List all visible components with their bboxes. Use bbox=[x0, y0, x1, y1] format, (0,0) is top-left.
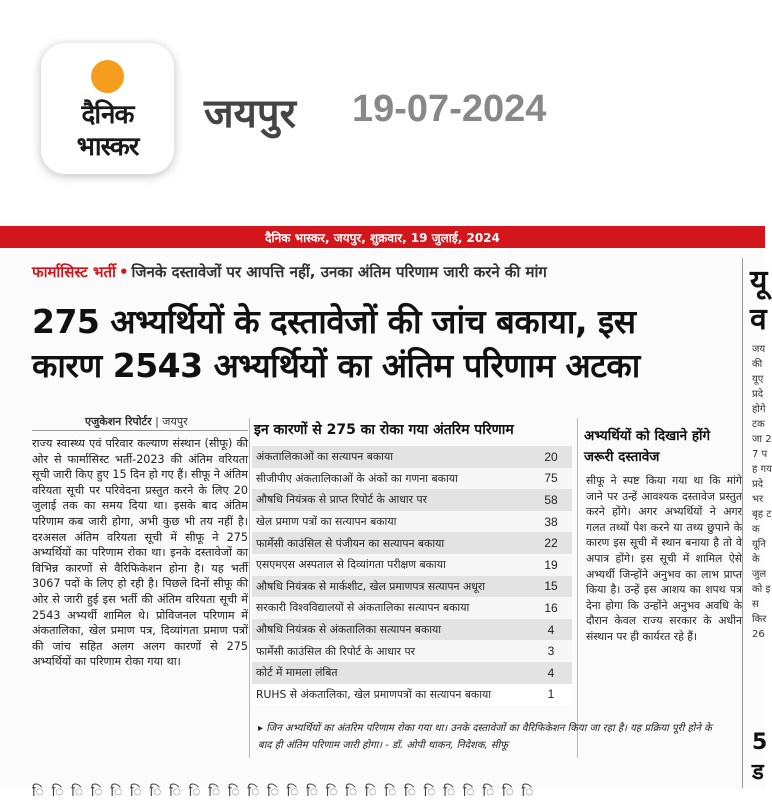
kicker-line bbox=[32, 262, 547, 282]
table-row bbox=[252, 446, 572, 468]
column-divider bbox=[249, 418, 250, 758]
table-row bbox=[252, 532, 572, 554]
table-row bbox=[252, 554, 572, 576]
masthead-bar bbox=[0, 226, 765, 248]
table-row bbox=[252, 468, 572, 490]
edge-last-fragment: ड bbox=[752, 760, 764, 785]
headline-line-2: कारण 2543 अभ्यर्थियों का अंतिम परिणाम अटका bbox=[32, 346, 640, 385]
row-reason: फार्मेसी काउंसिल की रिपोर्ट के आधार पर bbox=[256, 644, 416, 658]
cut-off-line: ि ि ि ि ि ि ि ि ि ि ि ि ि ि ि ि ि ि ि ि ि ि ि ि ि ि bbox=[32, 784, 538, 800]
reasons-table bbox=[252, 446, 572, 705]
table-row bbox=[252, 662, 572, 684]
logo-text-line1: दैनिक bbox=[81, 100, 134, 130]
row-reason: औषधि नियंत्रक से अंकतालिका सत्यापन बकाया bbox=[256, 623, 442, 637]
dainik-bhaskar-logo[interactable] bbox=[41, 43, 174, 174]
row-count: 19 bbox=[544, 557, 558, 572]
byline-divider bbox=[32, 430, 248, 431]
row-count: 3 bbox=[547, 644, 555, 659]
row-reason: एसएमएस अस्पताल से दिव्यांगता परीक्षण बकाया bbox=[256, 558, 446, 572]
official-quote: ▸ जिन अभ्यर्थियों का अंतरिम परिणाम रोका गया था। उनके दस्तावेजों का वैरिफिकेशन किया जा रहा है। यह प्रक्रिया पूरी होने के बाद ही अंतिम परिणाम जारी होगा। - डॉ. ओपी थाकन, निदेशक, सीफू bbox=[258, 723, 712, 751]
row-reason: अंकतालिकाओं का सत्यापन बकाया bbox=[256, 450, 394, 464]
row-count: 75 bbox=[544, 471, 558, 486]
row-count: 20 bbox=[544, 449, 558, 464]
kicker-bullet: • bbox=[118, 263, 129, 281]
edge-number-fragment: 5 bbox=[752, 730, 768, 755]
kicker-text: जिनके दस्तावेजों पर आपत्ति नहीं, उनका अंतिम परिणाम जारी करने की मांग bbox=[131, 263, 547, 281]
sidebar-body: सीफू ने स्पष्ट किया गया था कि मांगे जाने पर उन्हें आवश्यक दस्तावेज प्रस्तुत करने होंगे। अगर अभ्यर्थियों ने अगर गलत तथ्यों पेश करने या तथ्य छुपाने के कारण इस सूची में स्थान बनाया है तो वे अपात्र होंगे। इस सूची में शामिल ऐसे अभ्यर्थी जिन्होंने अनुभव का लाभ प्राप्त किया है। उन्हें इस आशय का शपथ पत्र देना होगा कि उन्होंने अनुभव अवधि के दौरान केवल राज्य सरकार के अधीन संस्थान पर ही कार्यरत रहे हैं। bbox=[586, 474, 742, 643]
row-count: 15 bbox=[544, 579, 558, 594]
edition-city: जयपुर bbox=[204, 91, 296, 137]
byline bbox=[85, 414, 188, 429]
row-reason: कोर्ट में मामला लंबित bbox=[256, 666, 338, 680]
row-reason: फार्मेसी काउंसिल से पंजीयन का सत्यापन बकाया bbox=[256, 536, 445, 550]
row-count: 38 bbox=[544, 514, 558, 529]
row-reason: सीजीपीए अंकतालिकाओं के अंकों का गणना बकाया bbox=[256, 471, 458, 485]
row-count: 1 bbox=[547, 687, 555, 702]
table-row bbox=[252, 511, 572, 533]
table-row bbox=[252, 640, 572, 662]
byline-name: एजुकेशन रिपोर्टर bbox=[85, 415, 152, 428]
row-count: 4 bbox=[547, 622, 555, 637]
byline-place: | जयपुर bbox=[155, 415, 188, 428]
row-reason: खेल प्रमाण पत्रों का सत्यापन बकाया bbox=[256, 515, 397, 529]
column-divider bbox=[577, 418, 578, 758]
article-headline bbox=[32, 300, 742, 388]
table-row bbox=[252, 489, 572, 511]
row-reason: RUHS से अंकतालिका, खेल प्रमाणपत्रों का सत्यापन बकाया bbox=[256, 687, 492, 701]
edition-date: 19-07-2024 bbox=[352, 88, 547, 130]
kicker-tag: फार्मासिस्ट भर्ती bbox=[32, 263, 116, 281]
table-row bbox=[252, 684, 572, 706]
row-reason: सरकारी विश्वविद्यालयों से अंकतालिका सत्यापन बकाया bbox=[256, 601, 470, 615]
headline-line-1: 275 अभ्यर्थियों के दस्तावेजों की जांच बकाया, इस bbox=[32, 302, 636, 341]
table-row bbox=[252, 576, 572, 598]
table-title: इन कारणों से 275 का रोका गया अंतरिम परिणाम bbox=[254, 422, 514, 438]
row-reason: औषधि नियंत्रक से प्राप्त रिपोर्ट के आधार पर bbox=[256, 493, 428, 507]
row-count: 4 bbox=[547, 665, 555, 680]
edge-body-fragment: जय की यूए प्रदे होगे टक जा 27 पह गय प्रदे भर बृह टक यूनि के जुल को इस किर 26 bbox=[752, 344, 772, 640]
row-count: 58 bbox=[544, 492, 558, 507]
edge-headline-fragment-2: व bbox=[750, 302, 767, 337]
newspaper-clipping bbox=[0, 222, 772, 800]
table-row bbox=[252, 597, 572, 619]
sidebar-heading: अभ्यर्थियों को दिखाने होंगे जरूरी दस्तावेज bbox=[584, 428, 711, 465]
row-reason: औषधि नियंत्रक से मार्कशीट, खेल प्रमाणपत्र सत्यापन अधूरा bbox=[256, 579, 486, 593]
row-count: 16 bbox=[544, 600, 558, 615]
logo-text-line2: भास्कर bbox=[76, 132, 139, 162]
row-count: 22 bbox=[544, 536, 558, 551]
table-row bbox=[252, 619, 572, 641]
masthead-text: दैनिक भास्कर, जयपुर, शुक्रवार, 19 जुलाई, 2024 bbox=[265, 231, 500, 245]
edge-column-divider bbox=[742, 258, 743, 788]
edge-headline-fragment-1: यू bbox=[750, 264, 768, 299]
sun-icon bbox=[91, 60, 124, 93]
article-body: राज्य स्वास्थ्य एवं परिवार कल्याण संस्थान (सीफू) की ओर से फार्मासिस्ट भर्ती-2023 की अंतिम वरियता सूची जारी किए हुए 15 दिन हो गए हैं। सीफू ने अंतिम वरियता सूची पर परिवेदना प्रस्तुत करने के लिए 20 जुलाई तक का समय दिया था। इसके बाद अंतिम परिणाम कब जारी होगा, अभी कुछ भी तय नहीं है। दरअसल अंतिम वरियता सूची में सीफू ने 275 अभ्यर्थियों का परिणाम रोका था। इनके दस्तावेजों का विभिन्न कारणों से वैरिफिकेशन होना है। यह भर्ती 3067 पदों के लिए हो रही है। पिछले दिनों सीफू की ओर से जारी हुई इस भर्ती की अंतिम वरियता सूची में 2543 अभ्यर्थी शामिल थे। प्रोविजनल परिणाम में अंकतालिका, खेल प्रमाण पत्र, दिव्यांगता प्रमाण पत्रों की जांच सहित अलग अलग कारणों से 275 अभ्यर्थियों का परिणाम रोका गया था। bbox=[32, 437, 248, 669]
